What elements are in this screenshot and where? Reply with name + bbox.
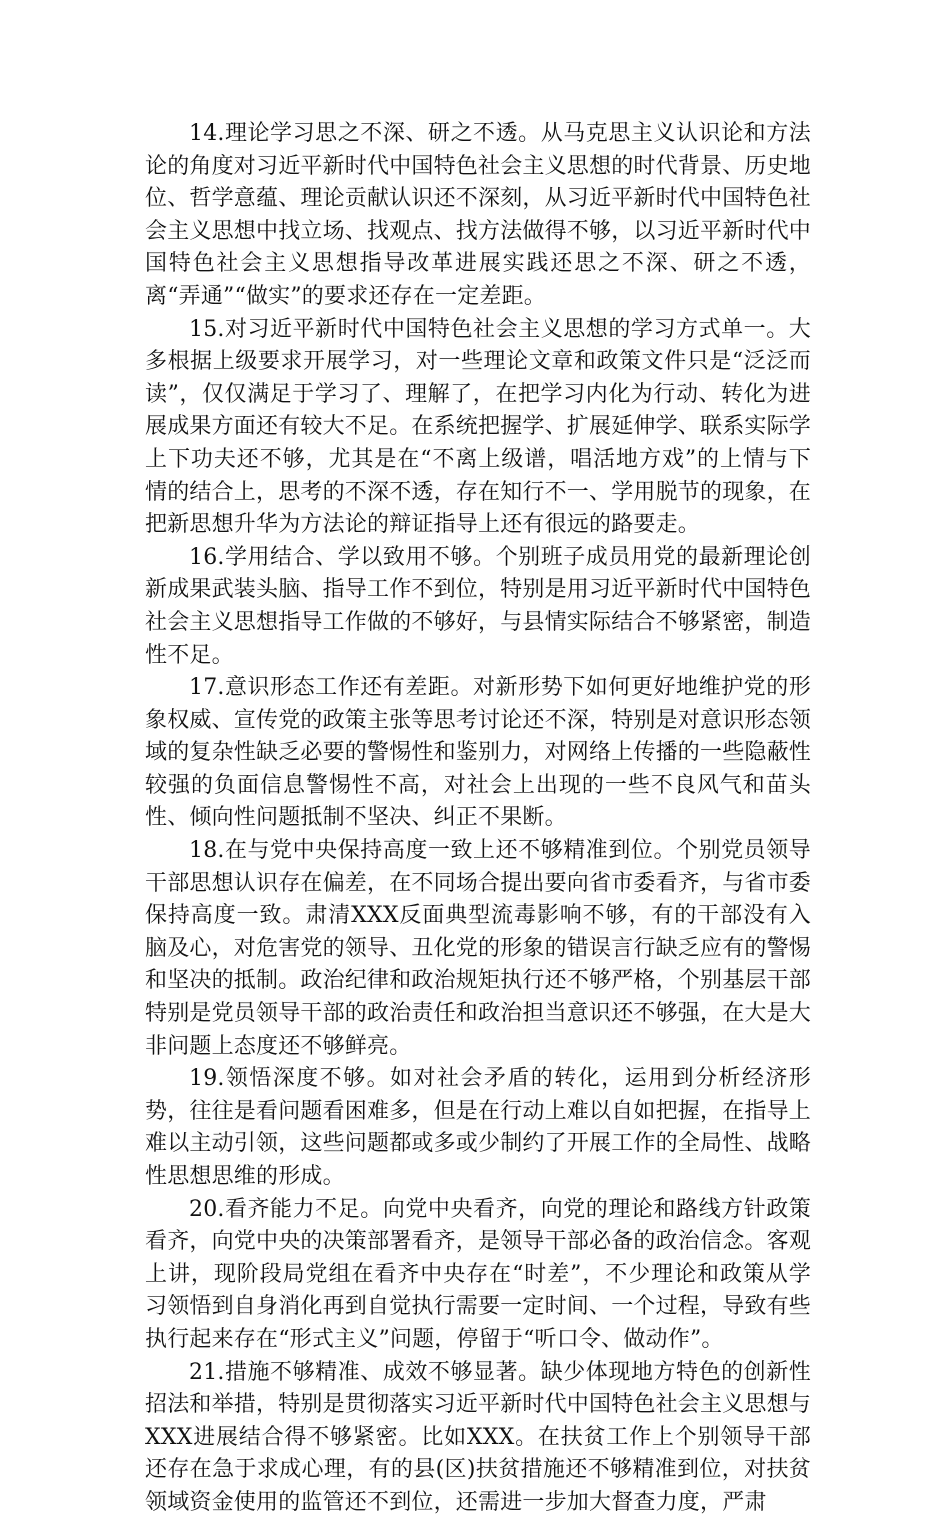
paragraph-18: 18.在与党中央保持高度一致上还不够精准到位。个别党员领导干部思想认识存在偏差，在不同场合提出要向省市委看齐，与省市委保持高度一致。肃清XXX反面典型流毒影响不够，有的干部没有入脑及心，对危害党的领导、丑化党的形象的错误言行缺乏应有的警惕和坚决的抵制。政治纪律和政治规矩执行还不够严格，个别基层干部特别是党员领导干部的政治责任和政治担当意识还不够强，在大是大非问题上态度还不够鲜亮。 — [145, 838, 812, 1059]
paragraph-14: 14.理论学习思之不深、研之不透。从马克思主义认识论和方法论的角度对习近平新时代中国特色社会主义思想的时代背景、历史地位、哲学意蕴、理论贡献认识还不深刻，从习近平新时代中国特色社会主义思想中找立场、找观点、找方法做得不够，以习近平新时代中国特色社会主义思想指导改革进展实践还思之不深、研之不透，离“弄通”“做实”的要求还存在一定差距。 — [145, 121, 812, 309]
paragraph-21: 21.措施不够精准、成效不够显著。缺少体现地方特色的创新性招法和举措，特别是贯彻落实习近平新时代中国特色社会主义思想与XXX进展结合得不够紧密。比如XXX。在扶贫工作上个别领导干部还存在急于求成心理，有的县(区)扶贫措施还不够精准到位，对扶贫领域资金使用的监管还不到位，还需进一步加大督查力度，严肃 — [145, 1359, 812, 1515]
paragraph-16: 16.学用结合、学以致用不够。个别班子成员用党的最新理论创新成果武装头脑、指导工作不到位，特别是用习近平新时代中国特色社会主义思想指导工作做的不够好，与县情实际结合不够紧密，制造性不足。 — [145, 544, 812, 668]
paragraph-20: 20.看齐能力不足。向党中央看齐，向党的理论和路线方针政策看齐，向党中央的决策部署看齐，是领导干部必备的政治信念。客观上讲，现阶段局党组在看齐中央存在“时差”，不少理论和政策从学习领悟到自身消化再到自觉执行需要一定时间、一个过程，导致有些执行起来存在“形式主义”问题，停留于“听口令、做动作”。 — [145, 1196, 812, 1352]
document-body — [145, 118, 811, 1520]
paragraph-15: 15.对习近平新时代中国特色社会主义思想的学习方式单一。大多根据上级要求开展学习，对一些理论文章和政策文件只是“泛泛而读”，仅仅满足于学习了、理解了，在把学习内化为行动、转化为进展成果方面还有较大不足。在系统把握学、扩展延伸学、联系实际学上下功夫还不够，尤其是在“不离上级谱，唱活地方戏”的上情与下情的结合上，思考的不深不透，存在知行不一、学用脱节的现象，在把新思想升华为方法论的辩证指导上还有很远的路要走。 — [145, 316, 812, 538]
paragraph-17: 17.意识形态工作还有差距。对新形势下如何更好地维护党的形象权威、宣传党的政策主张等思考讨论还不深，特别是对意识形态领域的复杂性缺乏必要的警惕性和鉴别力，对网络上传播的一些隐蔽性较强的负面信息警惕性不高，对社会上出现的一些不良风气和苗头性、倾向性问题抵制不坚决、纠正不果断。 — [145, 675, 812, 831]
paragraph-19: 19.领悟深度不够。如对社会矛盾的转化，运用到分析经济形势，往往是看问题看困难多，但是在行动上难以自如把握，在指导上难以主动引领，这些问题都或多或少制约了开展工作的全局性、战略性思想思维的形成。 — [145, 1066, 812, 1189]
